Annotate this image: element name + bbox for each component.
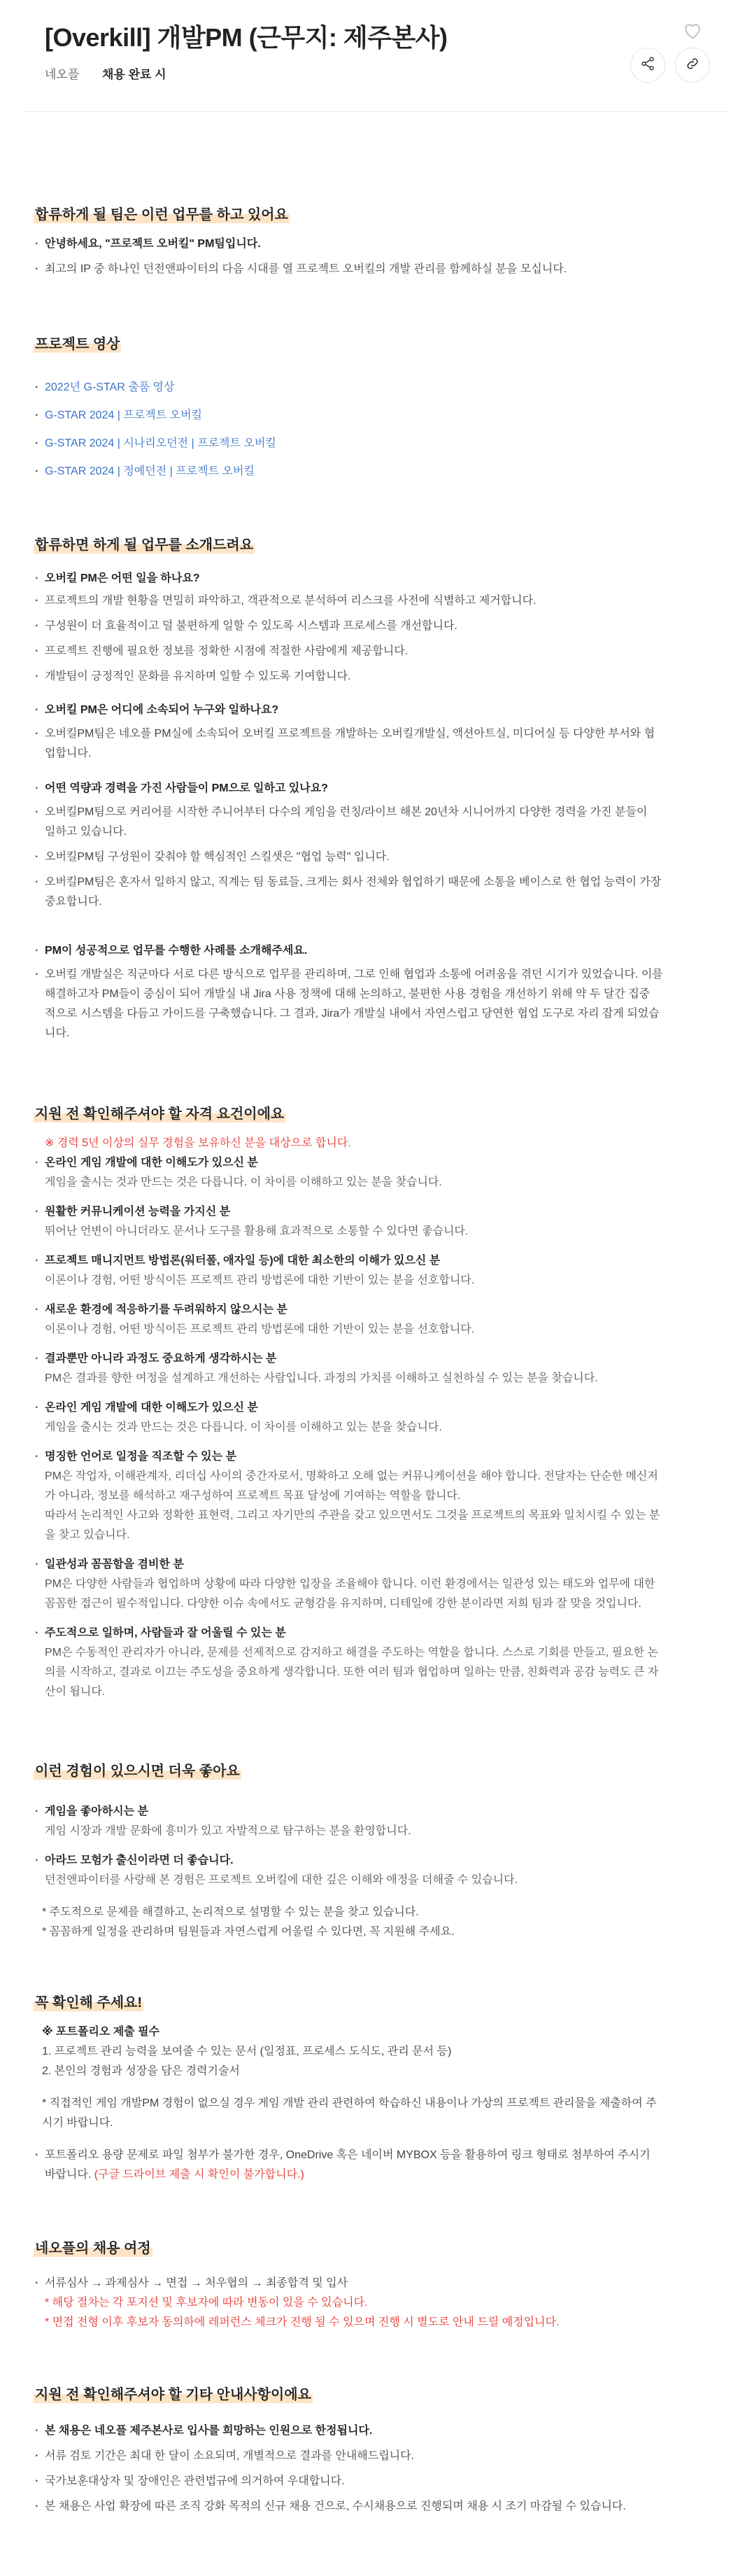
preferred-head: · 아라드 모험가 출신이라면 더 좋습니다. (34, 1851, 730, 1871)
process-note: * 해당 절차는 각 포지션 및 후보자에 따라 변동이 있을 수 있습니다. (45, 2297, 368, 2309)
section-videos (22, 332, 730, 486)
requirement-head: · 프로젝트 매니지먼트 방법론(워터폴, 애자일 등)에 대한 최소한의 이해가 있으신 분 (34, 1251, 730, 1271)
requirement-body: 뛰어난 언변이 아니더라도 문서나 도구를 활용해 효과적으로 소통할 수 있다면 좋습니다. (45, 1225, 469, 1237)
section-check (22, 1991, 730, 2185)
requirement-item (34, 1555, 730, 1614)
requirement-body: 가 아니라, 정보를 해석하고 재구성하여 프로젝트 목표 달성에 기여하는 역할을 합니다. (45, 1490, 461, 1502)
requirements-notice: ※ 경력 5년 이상의 실무 경험을 보유하신 분을 대상으로 합니다. (45, 1137, 351, 1149)
requirement-item (34, 1202, 730, 1241)
duties-item: · 프로젝트의 개발 현황을 면밀히 파악하고, 객관적으로 분석하여 리스크를 사전에 식별하고 제거합니다. (34, 589, 730, 614)
preferred-note: * 주도적으로 문제를 해결하고, 논리적으로 설명할 수 있는 분을 찾고 있습니다. (42, 1906, 419, 1918)
check-note (34, 2146, 730, 2185)
requirement-head: · 원활한 커뮤니케이션 능력을 가지신 분 (34, 1202, 730, 1222)
portfolio-item: 1. 프로젝트 관리 능력을 보여줄 수 있는 문서 (일정표, 프로세스 도식도, 관리 문서 등) (42, 2046, 452, 2057)
link-icon (685, 56, 700, 75)
share-icon (640, 56, 655, 75)
duties-item-text: · 오버킬PM팀으로 커리어를 시작한 주니어부터 다수의 게임을 런칭/라이브 해본 20년차 시니어까지 다양한 경력을 가진 분들이 (45, 806, 648, 818)
preferred-item (34, 1802, 730, 1841)
preferred-item (34, 1851, 730, 1890)
duties-item-text: 적으로 시스템을 다듬고 가이드를 구축했습니다. 그 결과, Jira가 개발실 내에서 자연스럽고 당연한 협업 도구로 자리 잡게 되었습 (45, 1008, 660, 1020)
requirement-item (34, 1153, 730, 1192)
section-title: 합류하게 될 팀은 이런 업무를 하고 있어요 (34, 203, 290, 223)
requirement-head: · 새로운 환경에 적응하기를 두려워하지 않으시는 분 (34, 1300, 730, 1320)
duties-item-text: 업합니다. (45, 747, 92, 759)
requirement-head: · 일관성과 꼼꼼함을 겸비한 분 (34, 1555, 730, 1575)
duties-item-text: · 오버킬 개발실은 직군마다 서로 다른 방식으로 업무를 관리하며, 그로 인해 협업과 소통에 어려움을 겪던 시기가 있었습니다. 이를 (45, 969, 663, 980)
section-title: 지원 전 확인해주셔야 할 자격 요건이에요 (34, 1102, 285, 1122)
section-title: 네오플의 채용 여정 (34, 2237, 152, 2257)
duties-question: · PM이 성공적으로 업무를 수행한 사례를 소개해주세요. (34, 941, 730, 961)
section-process (22, 2237, 730, 2332)
section-title: 이런 경험이 있으시면 더욱 좋아요 (34, 1759, 241, 1780)
share-button[interactable] (630, 48, 665, 83)
video-link[interactable]: · G-STAR 2024 | 정예던전 | 프로젝트 오버킬 (34, 458, 730, 486)
requirement-body: 꼼꼼한 접근이 필수적입니다. 다양한 이슈 속에서도 균형감을 유지하며, 디테일에 강한 분이라면 저희 팀과 잘 맞을 것입니다. (45, 1598, 641, 1610)
check-note (34, 2094, 730, 2133)
duties-item (34, 965, 730, 1043)
video-link[interactable]: · G-STAR 2024 | 프로젝트 오버킬 (34, 402, 730, 430)
requirement-item (34, 1447, 730, 1545)
etc-item: · 본 채용은 사업 확장에 따른 조직 강화 목적의 신규 채용 건으로, 수시채용으로 진행되며 채용 시 조기 마감될 수 있습니다. (34, 2494, 730, 2519)
check-note-text (45, 2165, 730, 2185)
preferred-head: · 게임을 좋아하시는 분 (34, 1802, 730, 1822)
section-requirements (22, 1102, 730, 1702)
etc-item: · 본 채용은 네오플 제주본사로 입사를 희망하는 인원으로 한정됩니다. (34, 2419, 730, 2444)
check-note-warning: (구글 드라이브 제출 시 확인이 불가합니다.) (94, 2169, 304, 2181)
deadline-label: 채용 완료 시 (102, 68, 166, 81)
section-title: 프로젝트 영상 (34, 332, 121, 353)
intro-greeting: · 안녕하세요, "프로젝트 오버킬" PM팀입니다. (34, 234, 730, 254)
requirement-body: 이론이나 경험, 어떤 방식이든 프로젝트 관리 방법론에 대한 기반이 있는 분을 선호합니다. (45, 1274, 475, 1286)
requirement-head: · 온라인 게임 개발에 대한 이해도가 있으신 분 (34, 1153, 730, 1173)
company-row (45, 64, 166, 82)
process-steps: · 서류심사 → 과제심사 → 면접 → 처우협의 → 최종합격 및 입사 (34, 2274, 730, 2293)
requirement-item (34, 1398, 730, 1437)
requirement-body: PM은 작업자, 이해관계자, 리더십 사이의 중간자로서, 명확하고 오해 없는 커뮤니케이션을 해야 합니다. 전달자는 단순한 메신저 (45, 1470, 658, 1482)
section-preferred (22, 1759, 730, 1942)
duties-item-text: · 오버킬PM팀은 혼자서 일하지 않고, 직계는 팀 동료들, 크게는 회사 전체와 협업하기 때문에 소통을 베이스로 한 협업 능력이 가장 (45, 876, 662, 888)
intro-description: · 최고의 IP 중 하나인 던전앤파이터의 다음 시대를 열 프로젝트 오버킬의 개발 관리를 함께하실 분을 모십니다. (34, 260, 730, 279)
duties-item-text: 니다. (45, 1027, 70, 1039)
requirement-item (34, 1624, 730, 1702)
duties-item (34, 724, 730, 763)
requirement-body: PM은 결과를 향한 여정을 설계하고 개선하는 사람입니다. 과정의 가치를 이해하고 실천하실 수 있는 분을 찾습니다. (45, 1372, 598, 1384)
check-note-text: 시기 바랍니다. (42, 2117, 113, 2129)
duties-item (34, 803, 730, 842)
section-title: 지원 전 확인해주셔야 할 기타 안내사항이에요 (34, 2383, 313, 2403)
preferred-body: 던전앤파이터를 사랑해 본 경험은 프로젝트 오버킬에 대한 깊은 이해와 애정을 더해줄 수 있습니다. (45, 1874, 518, 1886)
video-link[interactable]: · G-STAR 2024 | 시나리오던전 | 프로젝트 오버킬 (34, 430, 730, 458)
section-title: 꼭 확인해 주세요! (34, 1991, 143, 2011)
posting-header (22, 0, 730, 112)
duties-question: · 오버킬 PM은 어디에 소속되어 누구와 일하나요? (34, 701, 730, 720)
duties-item: · 프로젝트 진행에 필요한 정보를 정확한 시점에 적절한 사람에게 제공합니다. (34, 639, 730, 664)
section-duties (22, 533, 730, 1043)
duties-question: · 어떤 역량과 경력을 가진 사람들이 PM으로 일하고 있나요? (34, 779, 730, 798)
requirement-body: 게임을 출시는 것과 만드는 것은 다릅니다. 이 차이를 이해하고 있는 분을 찾습니다. (45, 1176, 442, 1188)
duties-item-text: 중요합니다. (45, 896, 102, 908)
portfolio-heading: ※ 포트폴리오 제출 필수 (42, 2026, 159, 2038)
section-etc (22, 2383, 730, 2547)
portfolio-item: 2. 본인의 경험과 성장을 담은 경력기술서 (42, 2065, 240, 2077)
requirement-body: 따라서 논리적인 사고와 정확한 표현력, 그리고 자기만의 주관을 갖고 있으면서도 그것을 프로젝트의 목표와 일치시킬 수 있는 분 (45, 1509, 660, 1521)
requirement-item (34, 1251, 730, 1290)
duties-item: · 구성원이 더 효율적이고 덜 불편하게 일할 수 있도록 시스템과 프로세스를 개선합니다. (34, 614, 730, 639)
company-name[interactable]: 네오플 (45, 68, 80, 81)
check-note-text: 바랍니다. (45, 2169, 94, 2181)
etc-item: · 국가보훈대상자 및 장애인은 관련법규에 의거하여 우대합니다. (34, 2469, 730, 2494)
duties-item-text: 일하고 있습니다. (45, 826, 127, 838)
duties-item-text: 해결하고자 PM들이 중심이 되어 개발실 내 Jira 사용 정책에 대해 논의하고, 불편한 사용 경험을 개선하기 위해 약 두 달간 집중 (45, 988, 651, 1000)
duties-item: · 오버킬PM팀 구성원이 갖춰야 할 핵심적인 스킬셋은 "협업 능력" 입니다. (34, 847, 730, 867)
requirement-head: · 명징한 언어로 일정을 직조할 수 있는 분 (34, 1447, 730, 1467)
section-title: 합류하면 하게 될 업무를 소개드려요 (34, 533, 255, 554)
requirement-body: PM은 다양한 사람들과 협업하며 상황에 따라 다양한 입장을 조율해야 합니다. 이런 환경에서는 일관성 있는 태도와 업무에 대한 (45, 1578, 655, 1590)
heart-icon[interactable] (681, 18, 704, 42)
requirement-body: 이론이나 경험, 어떤 방식이든 프로젝트 관리 방법론에 대한 기반이 있는 분을 선호합니다. (45, 1323, 475, 1335)
video-link[interactable]: · 2022년 G-STAR 출품 영상 (34, 374, 730, 402)
copy-link-button[interactable] (675, 48, 710, 83)
etc-item: · 서류 검토 기간은 최대 한 달이 소요되며, 개별적으로 결과를 안내해드립니다. (34, 2444, 730, 2469)
duties-item-text: · 오버킬PM팀은 네오플 PM실에 소속되어 오버킬 프로젝트를 개발하는 오버킬개발실, 액션아트실, 미디어실 등 다양한 부서와 협 (45, 728, 655, 740)
requirement-head: · 온라인 게임 개발에 대한 이해도가 있으신 분 (34, 1398, 730, 1418)
requirement-head: · 결과뿐만 아니라 과정도 중요하게 생각하시는 분 (34, 1349, 730, 1369)
requirement-body: PM은 수동적인 관리자가 아니라, 문제를 선제적으로 감지하고 해결을 주도하는 역할을 합니다. 스스로 기회를 만들고, 필요한 논 (45, 1647, 658, 1659)
preferred-note: * 꼼꼼하게 일정을 관리하며 팀원들과 자연스럽게 어울릴 수 있다면, 꼭 지원해 주세요. (42, 1926, 455, 1938)
requirement-item (34, 1349, 730, 1388)
check-note-text: * 직접적인 게임 개발PM 경험이 없으실 경우 게임 개발 관리 관련하여 학습하신 내용이나 가상의 프로젝트 관리물을 제출하여 주 (42, 2097, 657, 2109)
requirement-head: · 주도적으로 일하며, 사람들과 잘 어울릴 수 있는 분 (34, 1624, 730, 1643)
page-title: [Overkill] 개발PM (근무지: 제주본사) (45, 23, 448, 52)
requirement-body: 을 찾고 있습니다. (45, 1529, 130, 1541)
process-note: * 면접 전형 이후 후보자 동의하에 레퍼런스 체크가 진행 될 수 있으며 진행 시 별도로 안내 드릴 예정입니다. (45, 2316, 560, 2328)
section-intro (22, 203, 730, 279)
duties-item: · 개발팀이 긍정적인 문화를 유지하며 일할 수 있도록 기여합니다. (34, 664, 730, 689)
requirement-body: 게임을 출시는 것과 만드는 것은 다릅니다. 이 차이를 이해하고 있는 분을 찾습니다. (45, 1421, 442, 1433)
check-note-text: · 포트폴리오 용량 문제로 파일 첨부가 불가한 경우, OneDrive 혹은 네이버 MYBOX 등을 활용하여 링크 형태로 첨부하여 주시기 (45, 2149, 651, 2161)
duties-item (34, 873, 730, 912)
requirement-body: 산이 됩니다. (45, 1686, 106, 1698)
requirement-body: 의를 시작하고, 결과로 이끄는 주도성을 중요하게 생각합니다. 또한 여러 팀과 협업하며 일하는 만큼, 친화력과 공감 능력도 큰 자 (45, 1666, 659, 1678)
requirement-item (34, 1300, 730, 1339)
preferred-body: 게임 시장과 개발 문화에 흥미가 있고 자발적으로 탐구하는 분을 환영합니다. (45, 1825, 411, 1837)
duties-question: · 오버킬 PM은 어떤 일을 하나요? (34, 569, 730, 589)
